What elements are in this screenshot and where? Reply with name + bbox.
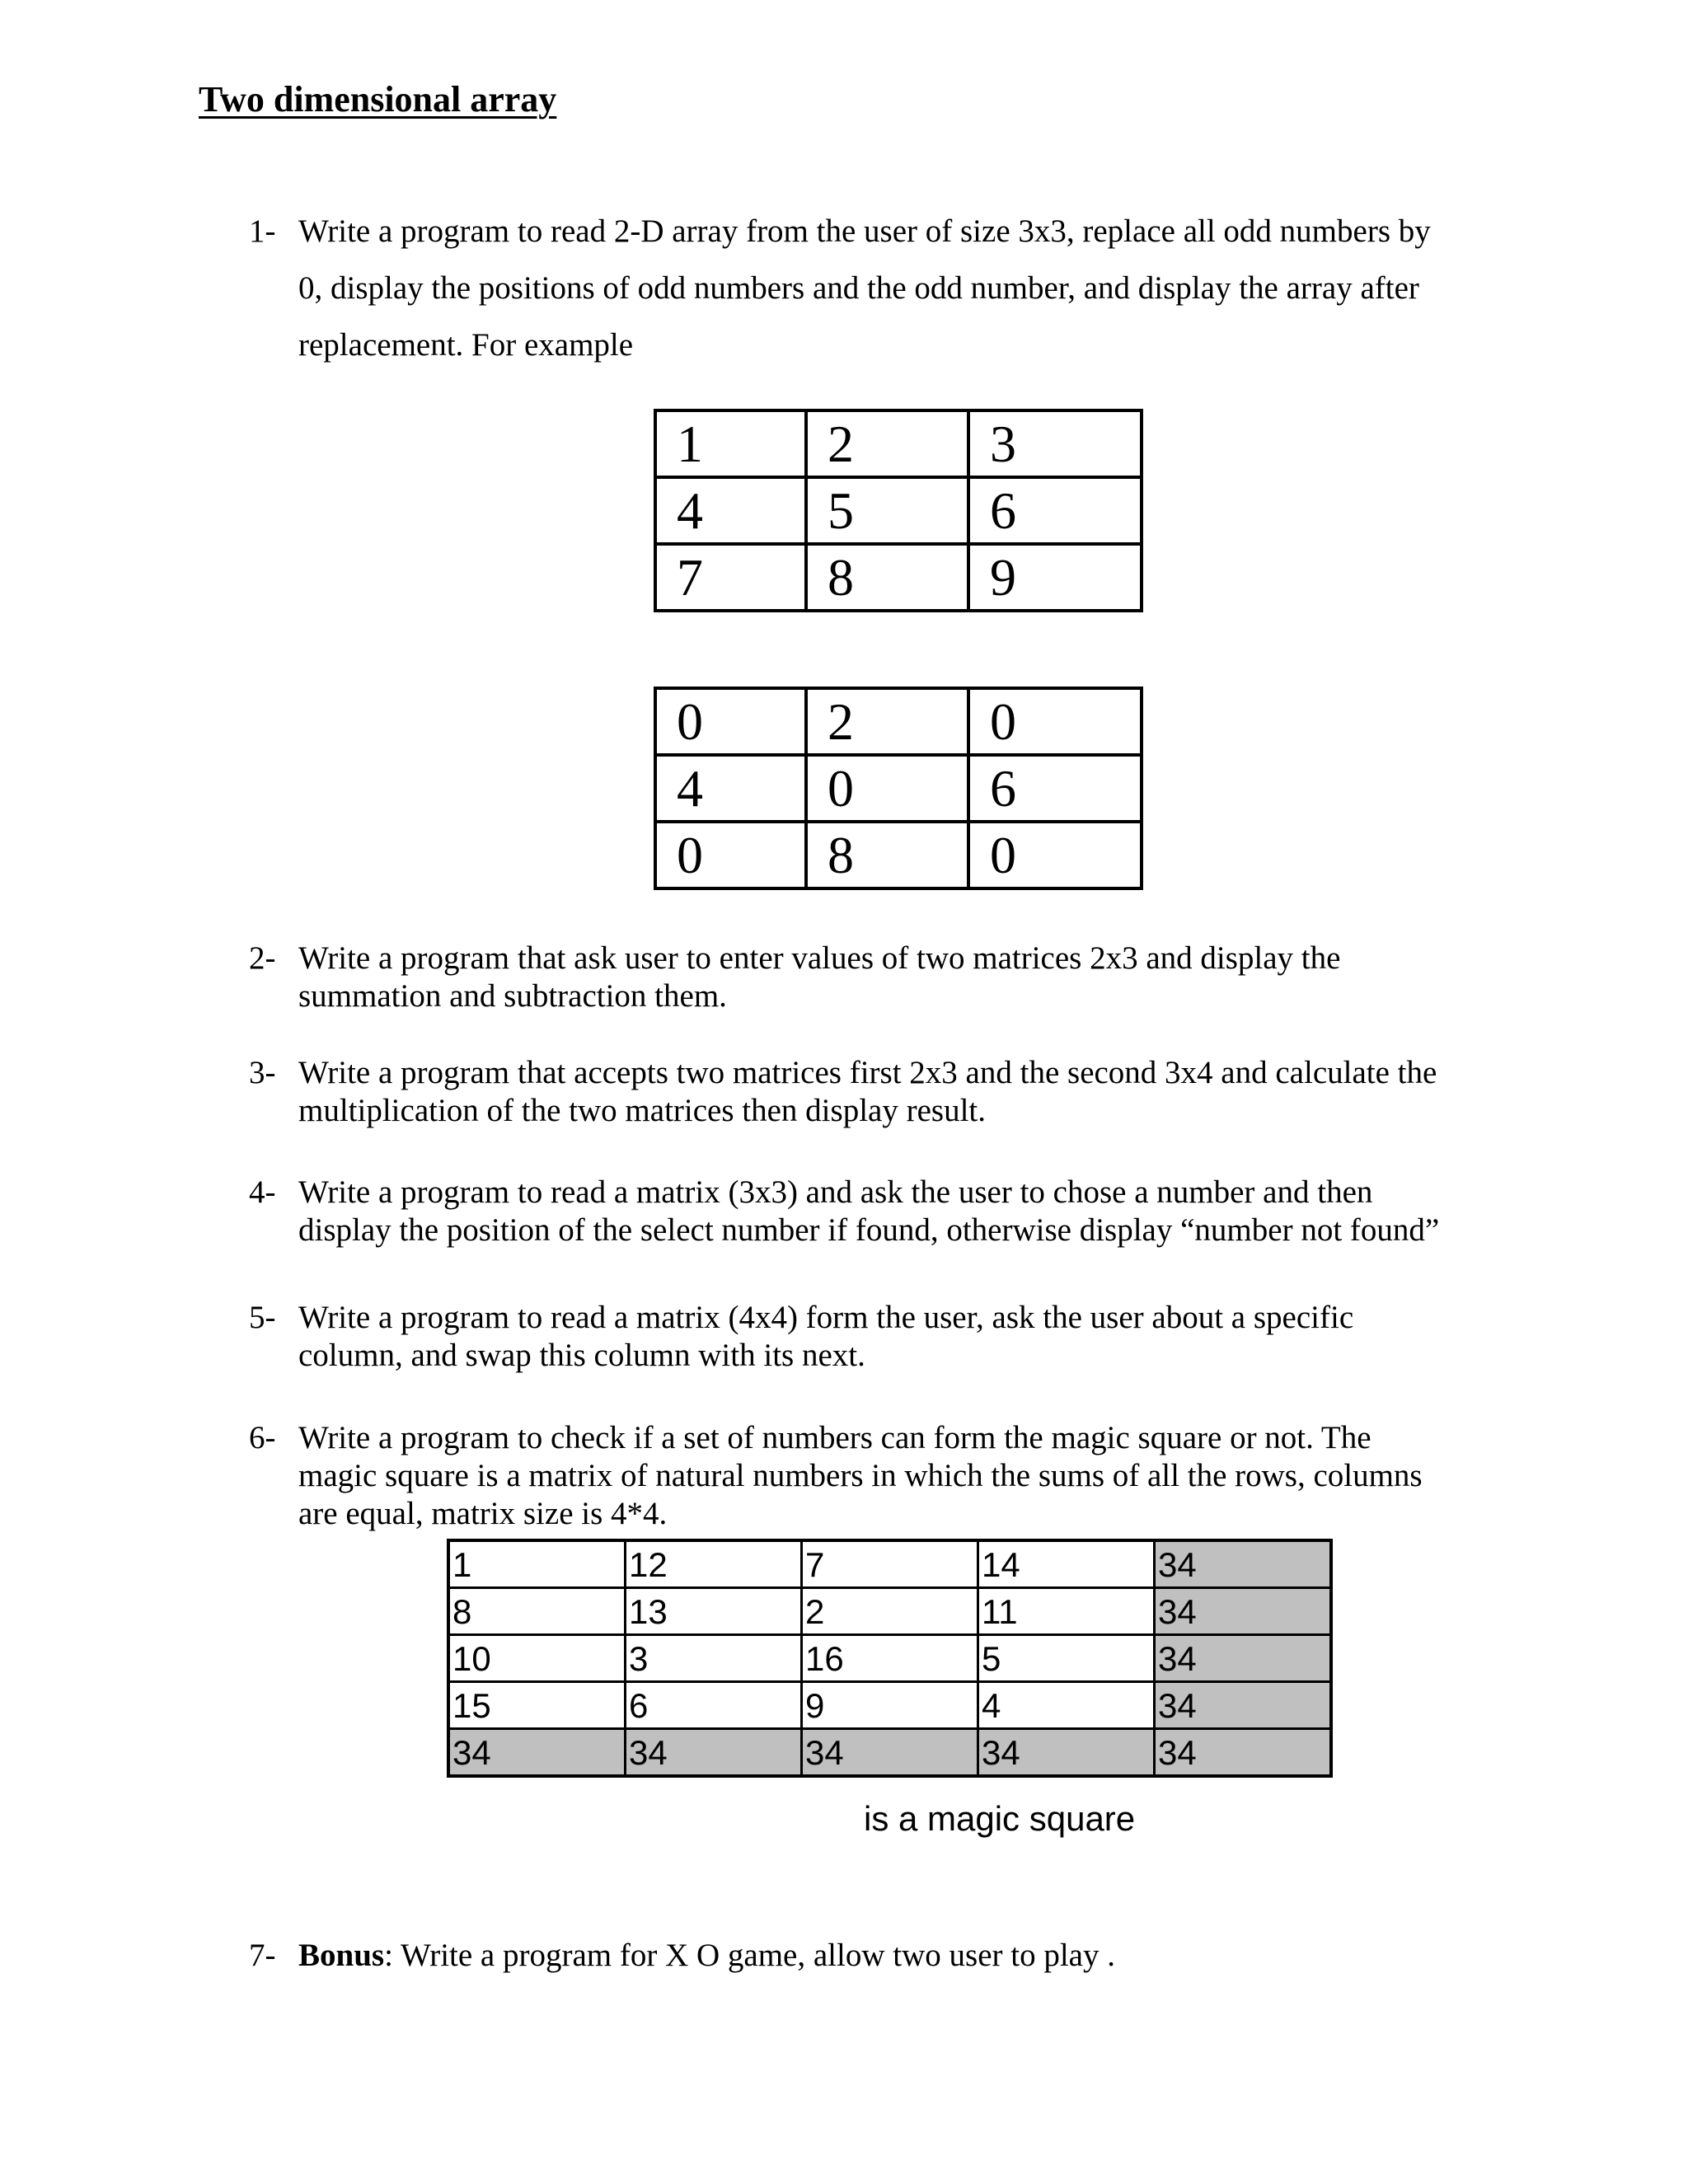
table-cell: 0 — [968, 688, 1142, 755]
question-4-number: 4- — [249, 1174, 276, 1210]
table-cell: 15 — [448, 1682, 626, 1729]
table-row — [448, 1729, 1331, 1777]
question-3-number: 3- — [249, 1055, 276, 1090]
table-cell: 4 — [655, 755, 806, 822]
table-cell: 8 — [806, 544, 968, 611]
question-2-line: summation and subtraction them. — [298, 978, 727, 1014]
table-cell: 10 — [448, 1635, 626, 1682]
table-cell: 6 — [968, 755, 1142, 822]
table-cell: 5 — [806, 477, 968, 544]
sum-cell: 34 — [978, 1729, 1155, 1777]
table-cell: 12 — [626, 1540, 802, 1588]
table-cell: 16 — [802, 1635, 978, 1682]
question-6-line: Write a program to check if a set of numbers can form the magic square or not. The — [298, 1420, 1372, 1455]
question-1-line: Write a program to read 2-D array from the user of size 3x3, replace all odd numbers by — [298, 213, 1431, 249]
question-4-text — [298, 1174, 1439, 1249]
table-cell: 9 — [802, 1682, 978, 1729]
table-cell: 1 — [448, 1540, 626, 1588]
table-row — [448, 1682, 1331, 1729]
question-1-line: 0, display the positions of odd numbers and the odd number, and display the array after — [298, 270, 1419, 306]
table-cell: 0 — [655, 822, 806, 888]
question-2-number: 2- — [249, 940, 276, 976]
sum-cell: 34 — [1155, 1588, 1332, 1635]
question-7-text — [298, 1937, 1115, 1974]
table-cell: 13 — [626, 1588, 802, 1635]
question-3-text — [298, 1054, 1437, 1130]
sum-cell: 34 — [802, 1729, 978, 1777]
sum-cell: 34 — [1155, 1729, 1332, 1777]
table-row — [448, 1540, 1331, 1588]
sum-cell: 34 — [448, 1729, 626, 1777]
question-2-text — [298, 940, 1340, 1015]
sum-cell: 34 — [1155, 1682, 1332, 1729]
table-cell: 8 — [806, 822, 968, 888]
table-cell: 8 — [448, 1588, 626, 1635]
table-row — [655, 410, 1142, 477]
question-4-line: display the position of the select number if found, otherwise display “number not found” — [298, 1212, 1440, 1248]
question-5-line: Write a program to read a matrix (4x4) form the user, ask the user about a specific — [298, 1300, 1354, 1335]
question-5-text — [298, 1299, 1353, 1375]
table-cell: 2 — [802, 1588, 978, 1635]
table-cell: 2 — [806, 688, 968, 755]
question-6-text — [298, 1419, 1423, 1533]
question-2-line: Write a program that ask user to enter values of two matrices 2x3 and display the — [298, 940, 1341, 976]
magic-square-table — [447, 1539, 1333, 1778]
sum-cell: 34 — [626, 1729, 802, 1777]
table-cell: 0 — [968, 822, 1142, 888]
sum-cell: 34 — [1155, 1635, 1332, 1682]
table-cell: 14 — [978, 1540, 1155, 1588]
question-1-number: 1- — [249, 213, 276, 249]
table-cell: 4 — [978, 1682, 1155, 1729]
question-7-line: : Write a program for X O game, allow two user to play . — [384, 1938, 1115, 1973]
table-cell: 0 — [806, 755, 968, 822]
table-row — [448, 1635, 1331, 1682]
table-row — [655, 477, 1142, 544]
table-cell: 2 — [806, 410, 968, 477]
table-cell: 6 — [968, 477, 1142, 544]
question-6-line: magic square is a matrix of natural numbers in which the sums of all the rows, columns — [298, 1458, 1423, 1493]
magic-square-caption: is a magic square — [864, 1799, 1136, 1838]
table-cell: 11 — [978, 1588, 1155, 1635]
question-6-number: 6- — [249, 1420, 276, 1455]
table-cell: 6 — [626, 1682, 802, 1729]
question-1-line: replacement. For example — [298, 327, 634, 363]
table-row — [448, 1588, 1331, 1635]
table-cell: 9 — [968, 544, 1142, 611]
table-cell: 1 — [655, 410, 806, 477]
example-before-table — [654, 409, 1143, 612]
table-row — [655, 544, 1142, 611]
table-cell: 4 — [655, 477, 806, 544]
table-row — [655, 822, 1142, 888]
table-cell: 5 — [978, 1635, 1155, 1682]
sum-cell: 34 — [1155, 1540, 1332, 1588]
question-6-line: are equal, matrix size is 4*4. — [298, 1496, 668, 1531]
question-7-number: 7- — [249, 1938, 276, 1973]
bonus-label: Bonus — [298, 1938, 385, 1973]
question-3-line: Write a program that accepts two matrices first 2x3 and the second 3x4 and calculate the — [298, 1055, 1437, 1090]
table-cell: 3 — [968, 410, 1142, 477]
table-row — [655, 755, 1142, 822]
question-3-line: multiplication of the two matrices then display result. — [298, 1093, 986, 1128]
table-row — [655, 688, 1142, 755]
table-cell: 7 — [655, 544, 806, 611]
table-cell: 7 — [802, 1540, 978, 1588]
question-5-line: column, and swap this column with its next. — [298, 1338, 865, 1373]
example-after-table — [654, 687, 1143, 890]
question-1-text — [298, 213, 1431, 383]
question-4-line: Write a program to read a matrix (3x3) and ask the user to chose a number and then — [298, 1174, 1373, 1210]
table-cell: 0 — [655, 688, 806, 755]
table-cell: 3 — [626, 1635, 802, 1682]
question-5-number: 5- — [249, 1300, 276, 1335]
page-title: Two dimensional array — [199, 79, 557, 120]
